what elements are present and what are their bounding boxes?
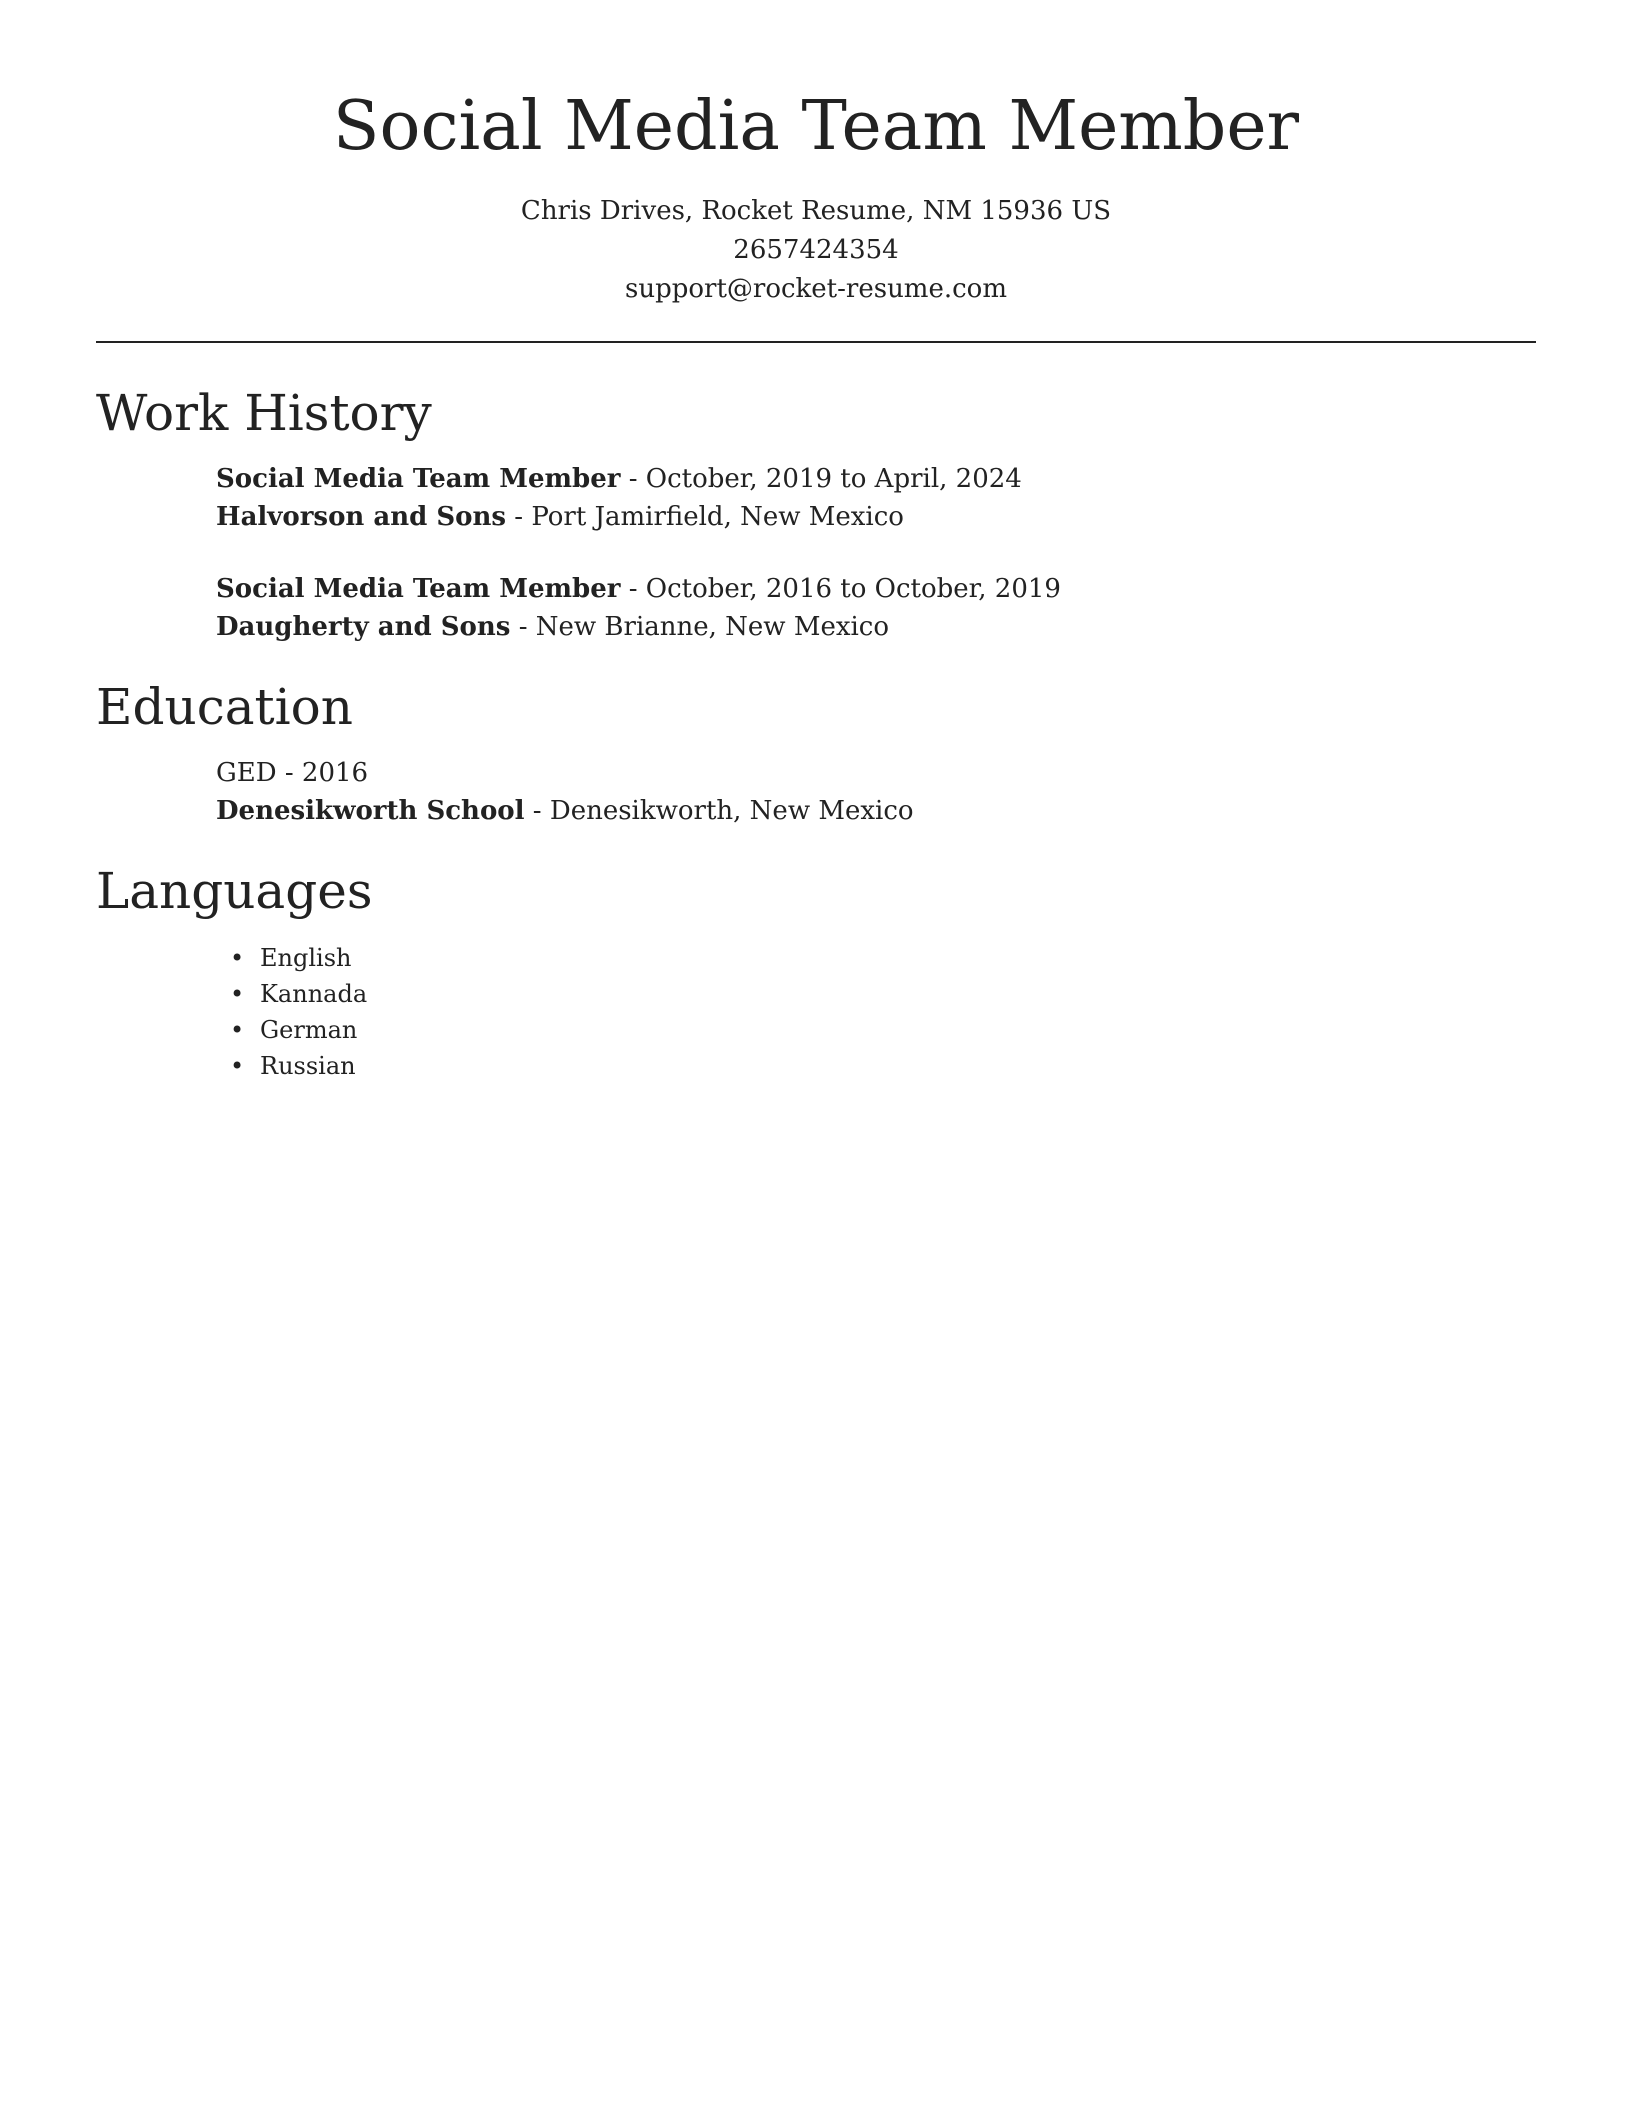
language-name: English — [260, 944, 352, 972]
section-title-languages: Languages — [96, 862, 373, 920]
bullet-icon: • — [230, 1016, 245, 1044]
contact-email[interactable]: support@rocket-resume.com — [624, 274, 1007, 304]
contact-address: Chris Drives, Rocket Resume, NM 15936 US — [520, 196, 1112, 226]
job-company: Daugherty and Sons — [216, 612, 511, 642]
list-item — [216, 940, 1536, 976]
contact-phone: 2657424354 — [733, 235, 899, 265]
job-company: Halvorson and Sons — [216, 502, 507, 532]
language-name: German — [260, 1016, 358, 1044]
list-item — [216, 1012, 1536, 1048]
section-education — [96, 672, 1536, 830]
education-entry-line-1 — [216, 754, 1536, 792]
resume-name: Social Media Team Member — [332, 87, 1300, 166]
job-location: - Port Jamirfield, New Mexico — [506, 502, 904, 532]
resume-header — [0, 0, 1632, 309]
list-item — [216, 1048, 1536, 1084]
work-entry — [216, 460, 1536, 536]
contact-block — [0, 192, 1632, 309]
resume-body — [96, 378, 1536, 1084]
job-role: Social Media Team Member — [216, 574, 621, 604]
work-entry — [216, 570, 1536, 646]
language-name: Kannada — [260, 980, 368, 1008]
section-languages — [96, 856, 1536, 1084]
bullet-icon: • — [230, 980, 245, 1008]
education-degree: GED — [216, 758, 277, 788]
education-location: - Denesikworth, New Mexico — [524, 796, 914, 826]
education-school: Denesikworth School — [216, 796, 525, 826]
section-title-work-history: Work History — [96, 384, 432, 442]
work-entry-line-1 — [216, 460, 1536, 498]
education-year: - 2016 — [276, 758, 369, 788]
education-entry — [216, 754, 1536, 830]
education-entries — [216, 754, 1536, 830]
job-dates: - October, 2016 to October, 2019 — [620, 574, 1061, 604]
job-dates: - October, 2019 to April, 2024 — [620, 464, 1022, 494]
education-entry-line-2 — [216, 792, 1536, 830]
languages-list — [216, 940, 1536, 1084]
header-divider — [96, 341, 1536, 343]
work-entry-line-2 — [216, 608, 1536, 646]
bullet-icon: • — [230, 1052, 245, 1080]
language-name: Russian — [260, 1052, 356, 1080]
section-title-education: Education — [96, 678, 353, 736]
job-location: - New Brianne, New Mexico — [510, 612, 890, 642]
work-entry-line-2 — [216, 498, 1536, 536]
section-work-history — [96, 378, 1536, 646]
work-entry-line-1 — [216, 570, 1536, 608]
work-entries — [216, 460, 1536, 646]
list-item — [216, 976, 1536, 1012]
job-role: Social Media Team Member — [216, 464, 621, 494]
bullet-icon: • — [230, 944, 245, 972]
